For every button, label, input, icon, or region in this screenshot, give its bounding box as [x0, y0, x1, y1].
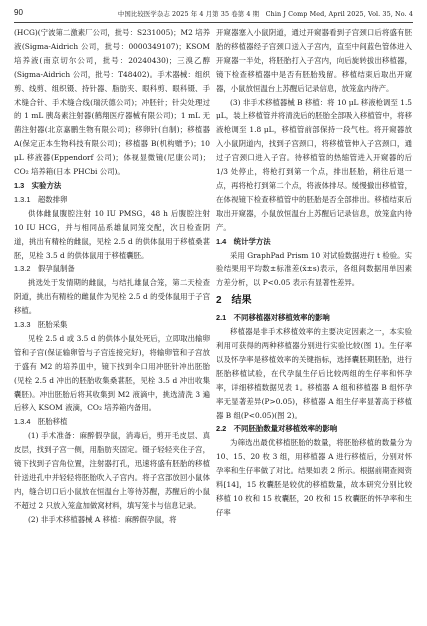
journal-citation: 中国比较医学杂志 2025 年 4 月第 35 卷第 4 期 Chin J Comp Med, April 2025, Vol. 35, No. 4	[117, 10, 413, 18]
section-heading-1-3: 1.3 实验方法	[14, 180, 62, 190]
pseudopregnant-paragraph: 挑选处于发情期的雌鼠，与结扎雄鼠合笼，第二天检查阴道，挑出有精栓的雌鼠作为见栓 2.5 d 的受体鼠用于子宫移植。	[14, 278, 210, 316]
statistics-paragraph: 采用 GraphPad Prism 10 对试验数据进行 t 检验。实验结果用平均数±标准差(x̄±s)表示，各组间数据用单因素方差分析，以 P<0.05 表示有显著性差异。	[216, 250, 412, 288]
section-heading-1-3-1: 1.3.1 超数排卵	[14, 194, 68, 204]
section-heading-2-2: 2.2 不同胚胎数量对移植效率的影响	[216, 424, 338, 434]
running-header	[14, 8, 413, 23]
surgical-transfer-paragraph: (1) 手术准备：麻醉假孕鼠，消毒后，剪开毛皮层、真皮层，找到子宫一侧，用脂肪夹固定。镊子轻轻夹住子宫，镜下找到子宫角位置，注射器打孔，迅速将盛有胚胎的移植针送进孔中并轻轻将胚胎吹入子宫内。将子宫部放回小鼠体内，缝合切口后小鼠放在恒温台上等待苏醒，苏醒后的小鼠不超过 2 只放入笼盒加做窝材料，填写笼卡与信息记录。	[14, 431, 210, 510]
page-number: 90	[14, 8, 23, 17]
materials-paragraph: (HCG)(宁波第二激素厂公司，批号：S231005)；M2 培养液(Sigma-Aidrich 公司，批号：0000349107)；KSOM 培养液(南京切尔公司，批号：20240430)；三溴乙醇(Sigma-Aidrich 公司，批号：T48402)。手术器械：组织剪、线剪、组织镊、持针器、脂肪夹、眼科剪、眼科镊、手术缝合针、手术缝合线(瑞沃德公司)；冲胚针；针尖处理过的 1 mL 胰岛素注射器(鹤翔医疗器械有限公司)；1 mL 无菌注射器(北京嘉鹏生物有限公司)；移卵针(自制)；移植器 A(保定正本生物科技有限公司)；移植器 B(机构赠予)；10 μL 移液器(Eppendorf 公司)；体视显微镜(尼康公司)；CO₂ 培养箱(日本 PHCbi 公司)。	[14, 28, 210, 177]
device-comparison-paragraph: 移植器是非手术移植效率的主要决定因素之一，本实验利用可获得的两种移植器分别进行实验比较(图 1)。生仔率以及怀孕率是移植效率的关键指标，选择囊胚期胚胎，进行胚胎移植试验，在代孕鼠生仔后比较两组的生仔率和怀孕率，详细移植数据见表 1。移植器 A 组和移植器 B 组怀孕率无显著差异(P>0.05)，移植器 A 组生仔率显著高于移植器 B 组(P<0.05)(图 2)。	[216, 327, 412, 420]
left-column	[14, 26, 210, 527]
section-heading-2-1: 2.1 不同移植器对移植效率的影响	[216, 313, 330, 323]
right-column	[216, 26, 412, 520]
section-heading-1-4: 1.4 统计学方法	[216, 236, 271, 246]
superovulation-paragraph: 供体雌鼠腹腔注射 10 IU PMSG，48 h 后腹腔注射 10 IU HCG，并与相同品系雄鼠同笼交配，次日检查阴道，挑出有精栓的雌鼠，见栓 2.5 d 的供体鼠用于移植桑葚胚，见栓 3.5 d 的供体鼠用于移植囊胚。	[14, 208, 210, 260]
section-heading-1-3-3: 1.3.3 胚胎采集	[14, 320, 68, 330]
section-heading-1-3-4: 1.3.4 胚胎移植	[14, 417, 68, 427]
device-a-paragraph: (2) 非手术移植器械 A 移植：麻醉假孕鼠，将	[28, 514, 177, 524]
device-b-paragraph: (3) 非手术移植器械 B 移植：将 10 μL 移液枪调至 1.5 μL，装上移植管并将清洗后的胚胎全部吸入移植管中，将移液枪调至 1.8 μL，移植管前部保持一段气柱。将开窥器放入小鼠阴道内，找到子宫颈口，将移植管伸入子宫颈口，通过子宫颈口进入子宫。待移植管的热缩管进入开窥器的后 1/3 处停止，将枪打到第一个点，排出胚胎，稍往后退一点，再将枪打到第二个点，将液体排尽。缓慢撤出移植管，在体视镜下检查移植管中的胚胎是否全部排出。移植结束后取出开窥器，小鼠放恒温台上苏醒后记录信息，放笼盒内待产。	[216, 97, 412, 232]
device-a-continued-paragraph: 开窥器塞入小鼠阴道，通过开窥器看到子宫颈口后将盛有胚胎的移植器经子宫颈口送入子宫内，直至中间蓝色管体进入开窥器一半处，将胚胎打入子宫内，向后旋转拔出移植器，镜下检查移植器中是否有胚胎残留。移植结束后取出开窥器，小鼠放恒温台上苏醒后记录信息，放笼盒内待产。	[216, 28, 412, 93]
results-heading: 2 结果	[216, 295, 252, 307]
embryo-number-paragraph: 为筛选出最优移植胚胎的数量，将胚胎移植的数量分为 10、15、20 枚 3 组，用移植器 A 进行移植后，分别对怀孕率和生仔率做了对比。结果如表 2 所示。根据前期查阅资料[14]，15 枚囊胚是较优的移植数量，故本研究分别比较移植 10 枚和 15 枚囊胚，20 枚和 15 枚囊胚的怀孕率和生仔率	[216, 438, 412, 517]
embryo-collection-paragraph: 见栓 2.5 d 或 3.5 d 的供体小鼠处死后，立即取出输卵管和子宫(保证输卵管与子宫连接完好)，将输卵管和子宫放于盛有 M2 的培养皿中，镜下找到伞口用冲胚针冲出胚胎(见栓 2.5 d 冲出的胚胎收集桑葚胚，见栓 3.5 d 冲出收集囊胚)。冲出胚胎后将其收集到 M2 液滴中，挑选清洗 3 遍后移入 KSOM 液滴，CO₂ 培养箱内备用。	[14, 333, 210, 413]
section-heading-1-3-2: 1.3.2 假孕鼠制备	[14, 264, 75, 274]
